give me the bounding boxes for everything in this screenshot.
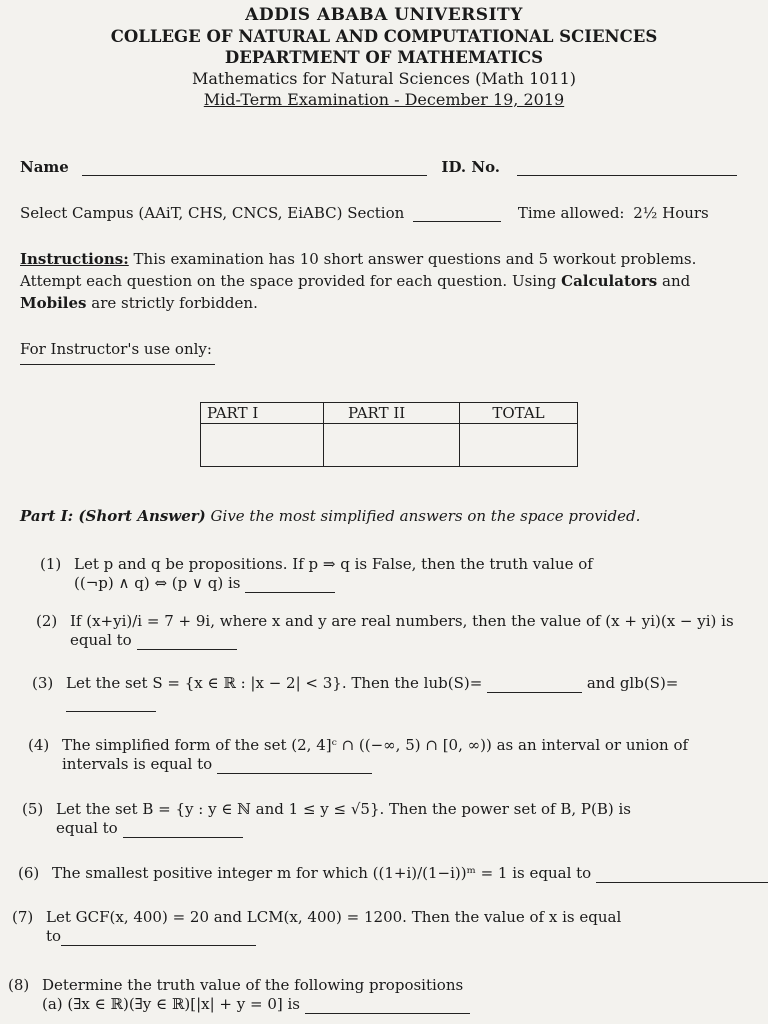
- id-label: ID. No.: [441, 158, 501, 176]
- time-label: Time allowed:: [517, 204, 625, 222]
- question-text: The smallest positive integer m for which ((1+i)/(1−i))ᵐ = 1 is equal to: [52, 864, 592, 882]
- calculators-word: Calculators: [561, 272, 658, 290]
- exam-title: Mid-Term Examination - December 19, 2019: [203, 90, 565, 109]
- question-text: Determine the truth value of the following propositions: [42, 976, 464, 994]
- instructions-label: Instructions:: [20, 250, 129, 268]
- question-1: [40, 555, 593, 593]
- question-number: (6): [18, 864, 40, 882]
- grade-header-part2: PART II: [324, 403, 460, 424]
- answer-blank-7[interactable]: [61, 945, 256, 946]
- question-text: (a) (∃x ∈ ℝ)(∃y ∈ ℝ)[|x| + y = 0] is: [42, 995, 301, 1013]
- question-text: ((¬p) ∧ q) ⇔ (p ∨ q) is: [74, 574, 241, 592]
- id-field[interactable]: [517, 175, 737, 176]
- question-number: (4): [28, 736, 50, 754]
- question-text: Let GCF(x, 400) = 20 and LCM(x, 400) = 1200. Then the value of x is equal: [46, 908, 622, 926]
- answer-blank-4[interactable]: [217, 773, 372, 774]
- exam-header: [0, 4, 768, 111]
- campus-label: Select Campus (AAiT, CHS, CNCS, EiABC) Section: [20, 204, 405, 222]
- college-name: COLLEGE OF NATURAL AND COMPUTATIONAL SCIENCES: [110, 27, 658, 46]
- question-number: (8): [8, 976, 30, 994]
- question-4: [28, 736, 688, 774]
- question-text: to: [46, 927, 62, 945]
- question-text: and glb(S)=: [586, 674, 679, 692]
- grade-cell-part2[interactable]: [324, 424, 460, 467]
- grade-table: [200, 402, 578, 467]
- university-name: ADDIS ABABA UNIVERSITY: [245, 5, 523, 25]
- grade-header-part1: PART I: [201, 403, 324, 424]
- answer-blank-1[interactable]: [245, 592, 335, 593]
- answer-blank-6[interactable]: [596, 882, 768, 883]
- answer-blank-3a[interactable]: [487, 692, 582, 693]
- time-value: 2½ Hours: [633, 204, 709, 222]
- instructor-use-label: For Instructor's use only:: [20, 340, 215, 365]
- campus-row: [20, 204, 709, 222]
- grade-header-total: TOTAL: [460, 403, 578, 424]
- instructions-text-b: are strictly forbidden.: [86, 294, 258, 312]
- part1-subtitle: Give the most simplified answers on the space provided.: [205, 507, 641, 525]
- question-text: If (x+yi)/i = 7 + 9i, where x and y are real numbers, then the value of (x + yi)(x − yi) is: [70, 612, 734, 630]
- mobiles-word: Mobiles: [20, 294, 87, 312]
- question-5: [22, 800, 631, 838]
- part1-heading: Part I: (Short Answer): [20, 507, 206, 525]
- question-number: (3): [32, 674, 54, 692]
- question-number: (7): [12, 908, 34, 926]
- question-3: [32, 674, 678, 712]
- question-7: [12, 908, 621, 946]
- question-text: Let the set B = {y : y ∈ ℕ and 1 ≤ y ≤ √5}. Then the power set of B, P(B) is: [56, 800, 632, 818]
- question-text: equal to: [56, 819, 118, 837]
- course-name: Mathematics for Natural Sciences (Math 1011): [191, 69, 577, 88]
- name-row: [20, 158, 737, 176]
- and-word: and: [657, 272, 691, 290]
- question-text: intervals is equal to: [62, 755, 213, 773]
- answer-blank-5[interactable]: [123, 837, 243, 838]
- question-2: [36, 612, 734, 650]
- grade-cell-total[interactable]: [460, 424, 578, 467]
- name-field[interactable]: [82, 175, 427, 176]
- question-number: (5): [22, 800, 44, 818]
- question-text: Let the set S = {x ∈ ℝ : |x − 2| < 3}. Then the lub(S)=: [66, 674, 483, 692]
- instructions-text-a: This examination has 10 short answer questions and 5 workout problems. Attempt each question on the space provided for each question. Using: [20, 250, 697, 290]
- answer-blank-8a[interactable]: [305, 1013, 470, 1014]
- question-text: equal to: [70, 631, 132, 649]
- question-8: [8, 976, 470, 1014]
- question-text: Let p and q be propositions. If p ⇒ q is False, then the truth value of: [74, 555, 593, 573]
- section-field[interactable]: [413, 221, 501, 222]
- name-label: Name: [20, 158, 69, 176]
- question-number: (1): [40, 555, 62, 573]
- question-number: (2): [36, 612, 58, 630]
- answer-blank-2[interactable]: [137, 649, 237, 650]
- answer-blank-3b[interactable]: [66, 711, 156, 712]
- part1-title: [20, 507, 640, 525]
- instructions: [20, 248, 760, 314]
- question-6: [18, 864, 768, 883]
- grade-cell-part1[interactable]: [201, 424, 324, 467]
- department-name: DEPARTMENT OF MATHEMATICS: [224, 48, 544, 67]
- question-text: The simplified form of the set (2, 4]ᶜ ∩ ((−∞, 5) ∩ [0, ∞)) as an interval or union of: [62, 736, 689, 754]
